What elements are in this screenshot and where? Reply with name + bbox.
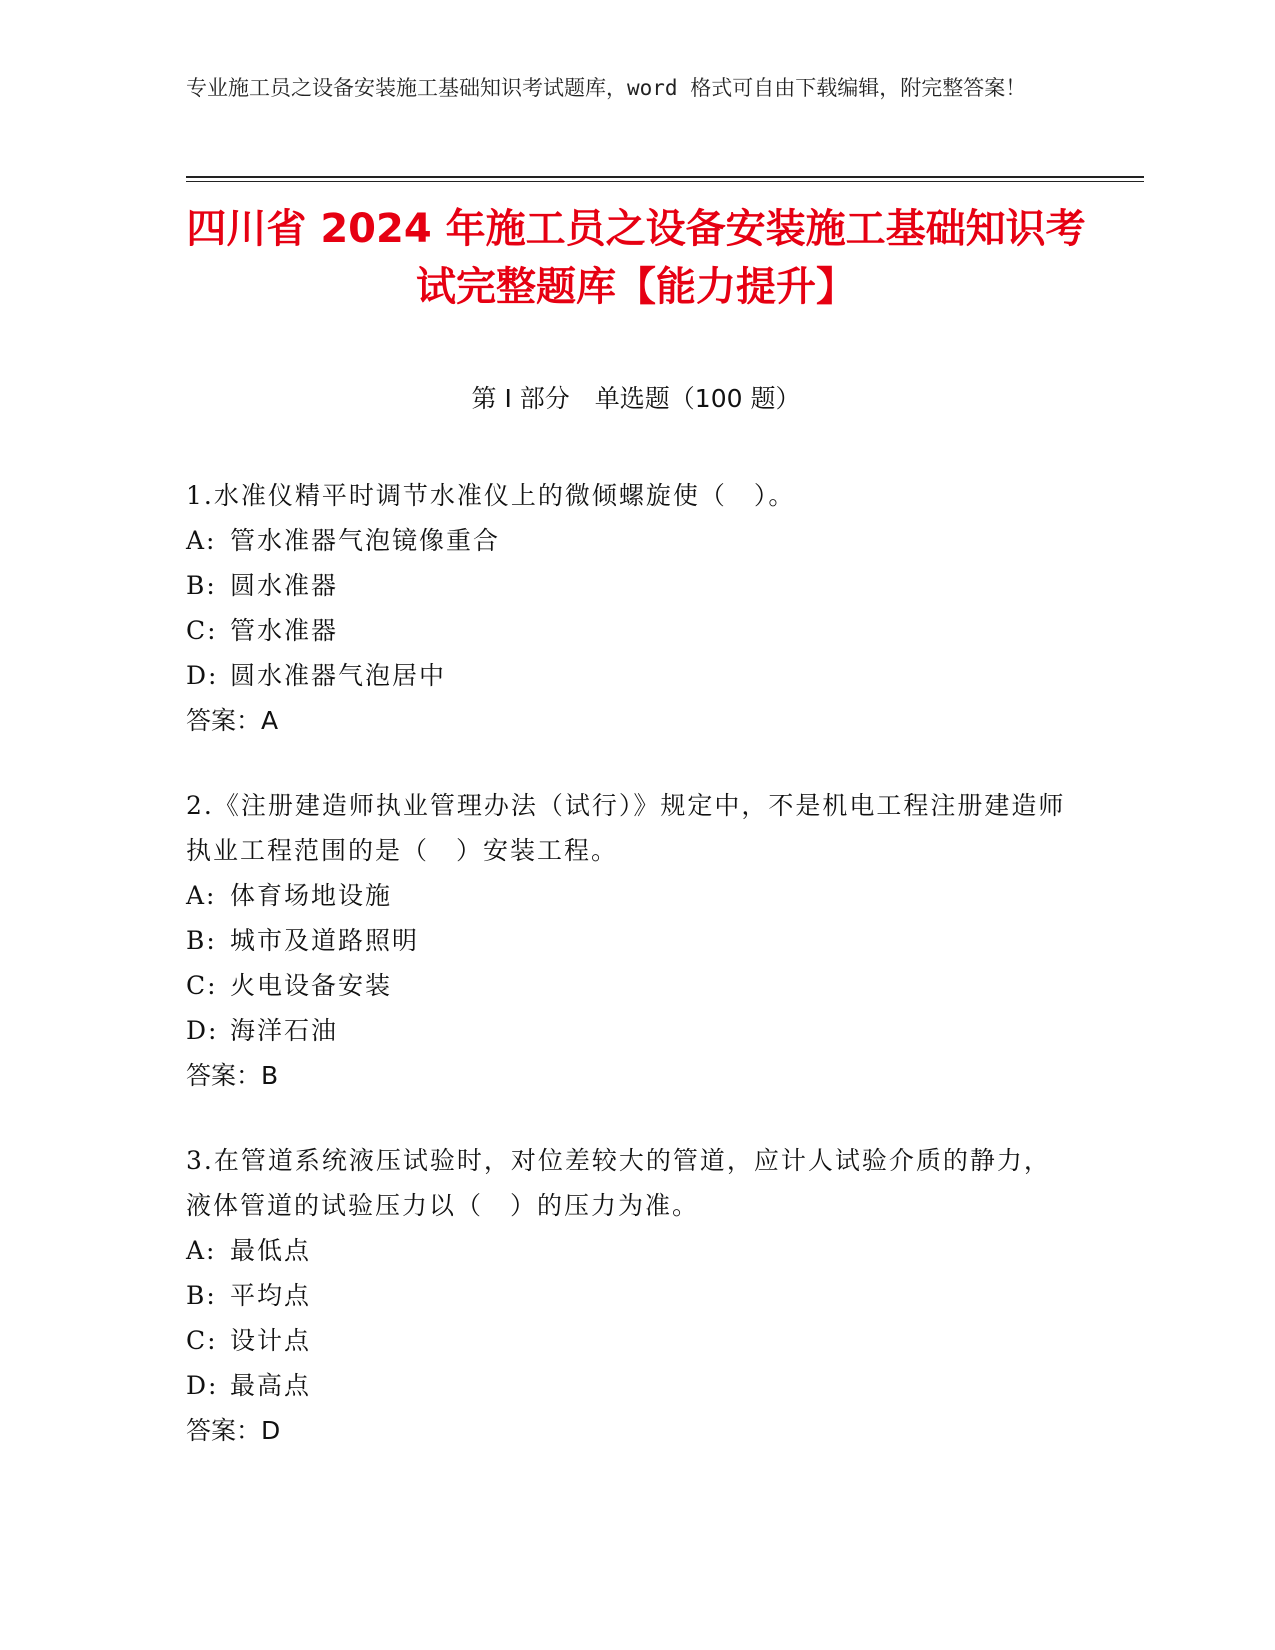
option-c — [186, 608, 1066, 653]
option-d — [186, 1008, 1066, 1053]
option-text: 圆水准器气泡居中 — [230, 661, 447, 690]
option-label: B: — [186, 926, 217, 955]
option-text: 圆水准器 — [230, 571, 339, 600]
option-b — [186, 1273, 1066, 1318]
option-label: D: — [186, 1016, 219, 1045]
header-rule-thin — [186, 181, 1144, 182]
option-b — [186, 563, 1066, 608]
option-text: 最高点 — [230, 1371, 312, 1400]
answer: 答案：A — [186, 706, 279, 735]
option-text: 城市及道路照明 — [230, 926, 420, 955]
option-d — [186, 1363, 1066, 1408]
option-label: D: — [186, 661, 219, 690]
option-label: A: — [186, 881, 217, 910]
option-c — [186, 963, 1066, 1008]
option-text: 管水准器 — [230, 616, 339, 645]
option-label: B: — [186, 571, 217, 600]
option-text: 平均点 — [230, 1281, 312, 1310]
option-text: 体育场地设施 — [230, 881, 393, 910]
option-a — [186, 873, 1066, 918]
header-rule-thick — [186, 176, 1144, 178]
option-label: A: — [186, 526, 217, 555]
option-label: A: — [186, 1236, 217, 1265]
question-2 — [186, 783, 1066, 1098]
answer: 答案：D — [186, 1416, 281, 1445]
question-stem: 1.水准仪精平时调节水准仪上的微倾螺旋使（ ）。 — [186, 481, 796, 510]
option-label: C: — [186, 971, 218, 1000]
option-text: 火电设备安装 — [230, 971, 393, 1000]
option-text: 管水准器气泡镜像重合 — [230, 526, 501, 555]
option-a — [186, 1228, 1066, 1273]
option-list — [186, 518, 1066, 698]
option-label: B: — [186, 1281, 217, 1310]
document-title: 四川省 2024 年施工员之设备安装施工基础知识考试完整题库【能力提升】 — [186, 206, 1086, 310]
option-label: C: — [186, 1326, 218, 1355]
question-stem: 3.在管道系统液压试验时，对位差较大的管道，应计人试验介质的静力，液体管道的试验压力以（ ）的压力为准。 — [186, 1146, 1051, 1220]
option-label: D: — [186, 1371, 219, 1400]
option-text: 最低点 — [230, 1236, 312, 1265]
option-b — [186, 918, 1066, 963]
option-label: C: — [186, 616, 218, 645]
header-note: 专业施工员之设备安装施工基础知识考试题库，word 格式可自由下载编辑，附完整答案！ — [186, 76, 1027, 100]
question-stem: 2.《注册建造师执业管理办法（试行）》规定中，不是机电工程注册建造师执业工程范围的是（ ）安装工程。 — [186, 791, 1066, 865]
answer: 答案：B — [186, 1061, 279, 1090]
question-1 — [186, 473, 1066, 743]
option-text: 设计点 — [230, 1326, 312, 1355]
option-c — [186, 1318, 1066, 1363]
section-title: 第 I 部分 单选题（100 题） — [471, 384, 801, 413]
option-text: 海洋石油 — [230, 1016, 339, 1045]
question-3 — [186, 1138, 1066, 1453]
option-d — [186, 653, 1066, 698]
option-list — [186, 873, 1066, 1053]
option-list — [186, 1228, 1066, 1408]
option-a — [186, 518, 1066, 563]
question-list — [186, 473, 1066, 1493]
